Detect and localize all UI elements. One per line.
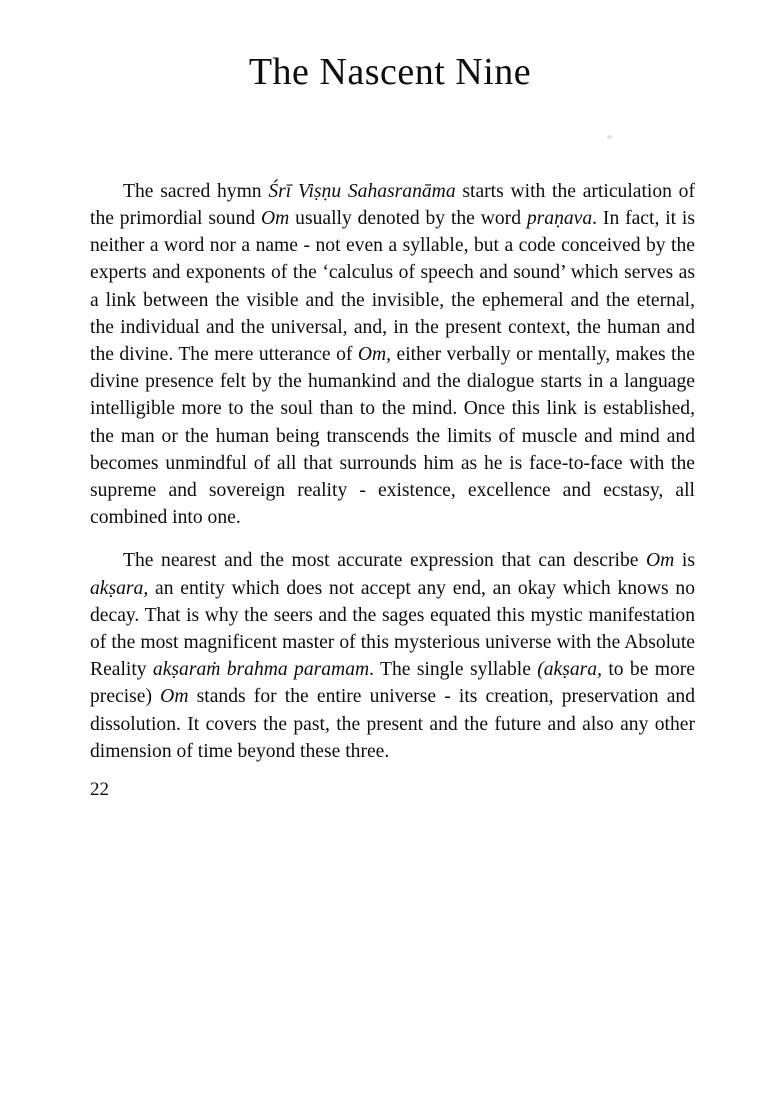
chapter-title: The Nascent Nine (248, 51, 532, 93)
paragraph-1: The sacred hymn Śrī Viṣṇu Sahasranāma starts with the articulation of the primordial sound Om usually denoted by the word praṇava. In fact, it is neither a word nor a name - not even a syllable, but a code conceived by the experts and exponents of the ‘calculus of speech and sound’ which serves as a link between the visible and the invisible, the ephemeral and the eternal, the individual and the universal, and, in the present context, the human and the divine. The mere utterance of Om, either verbally or mentally, makes the divine presence felt by the humankind and the dialogue starts in a language intelligible more to the soul than to the mind. Once this link is established, the man or the human being transcends the limits of muscle and mind and becomes unmindful of all that surrounds him as he is face-to-face with the supreme and sovereign reality - existence, excellence and ecstasy, all combined into one. (90, 180, 696, 529)
paragraph-2: The nearest and the most accurate expression that can describe Om is akṣara, an entity which does not accept any end, an okay which knows no decay. That is why the seers and the sages equated this mystic manifestation of the most magnificent master of this mysterious universe with the Absolute Reality akṣaraṁ brahma paramam. The single syllable (akṣara, to be more precise) Om stands for the entire universe - its creation, preservation and dissolution. It covers the past, the present and the future and also any other dimension of time beyond these three. (90, 550, 695, 762)
page-number: 22 (90, 779, 109, 801)
scan-speck (607, 135, 612, 139)
page-content (90, 178, 695, 765)
